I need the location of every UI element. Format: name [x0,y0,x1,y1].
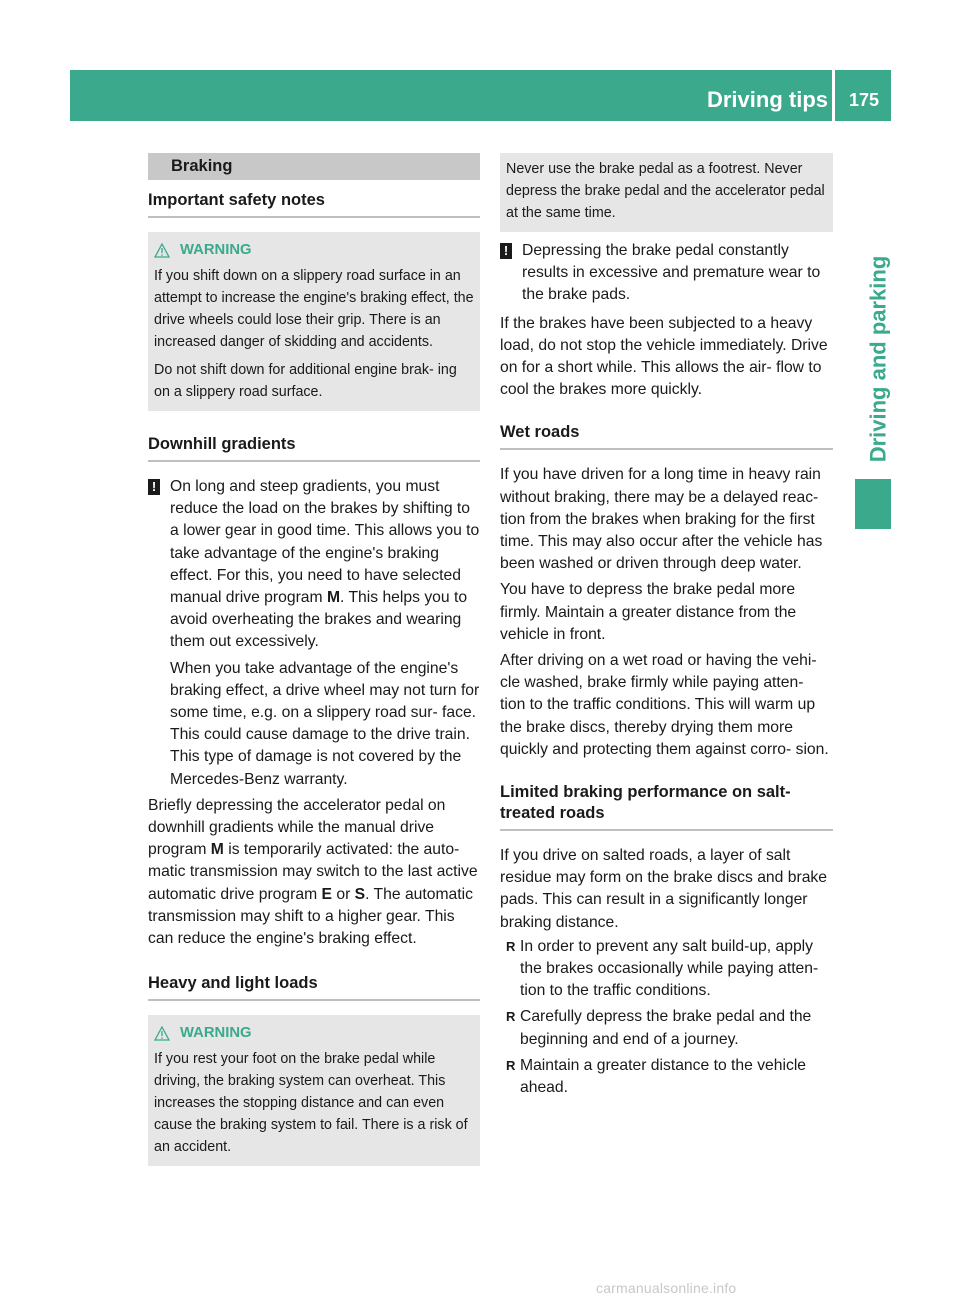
warning-text: Never use the brake pedal as a footrest. Never depress the brake pedal and the accelerator pedal at the same time. [506,161,825,221]
warning-triangle-icon [154,1026,170,1041]
note-text: On long and steep gradients, you must reduce the load on the brakes by shifting to a lower gear in good time. This allows you to take advantage of the engine's braking effect. For this, you need to have selected manual drive program M. This helps you to avoid overheating the brakes and wearing them out excessively. [170,478,480,651]
heading-salt-roads: Limited braking performance on salt- treated roads [500,782,833,831]
warning-box-continued [500,153,833,232]
warning-text: If you shift down on a slippery road surface in an attempt to increase the engine's braking effect, the drive wheels could lose their grip. There is an increased danger of skidding and accidents. [154,268,474,350]
chapter-side-tab-label: Driving and parking [865,255,890,463]
bullet-icon: R [506,1057,516,1073]
warning-box-shift-down [148,232,480,411]
page-number: 175 [848,90,880,110]
watermark: carmanualsonline.info [596,1280,737,1296]
warning-title [154,239,474,261]
chapter-side-tab [864,248,892,470]
header-divider [832,70,835,121]
paragraph-wet-3: After driving on a wet road or having the vehi- cle washed, brake firmly while paying atten- tion to the traffic conditions. This will warm up the brake discs, thereby drying them more quickly and protecting them against corro- sion. [500,652,829,758]
heading-important-safety-notes: Important safety notes [148,190,480,218]
warning-label: WARNING [180,242,252,258]
section-title: Braking [148,153,480,180]
note-text: When you take advantage of the engine's braking effect, a drive wheel may not turn for some time, e.g. on a slippery road sur- face. This could cause damage to the drive train. This type of damage is not covered by the Mercedes-Benz warranty. [170,659,480,788]
chapter-side-marker [855,479,891,529]
paragraph-wet-1: If you have driven for a long time in heavy rain without braking, there may be a delayed reac- tion from the brakes when braking for the first time. This may also occur after the vehicle has been washed or driven through deep water. [500,466,823,573]
note-brake-pads [500,240,833,307]
warning-title [154,1022,474,1044]
warning-box-brake-overheat [148,1015,480,1166]
warning-triangle-icon [154,243,170,258]
page-header-title: Driving tips [706,87,828,112]
bullet-icon: R [506,1009,516,1025]
paragraph-heavy-load: If the brakes have been subjected to a heavy load, do not stop the vehicle immediately. Drive on for a short while. This allows the air- flow to cool the brakes more quickly. [500,314,828,399]
bullet-icon: R [506,938,516,954]
paragraph-wet-2: You have to depress the brake pedal more firmly. Maintain a greater distance from the vehicle in front. [500,581,797,643]
heading-heavy-light-loads: Heavy and light loads [148,973,480,1001]
note-downhill [148,476,480,791]
right-column [500,153,833,1099]
paragraph-brief-accelerator: Briefly depressing the accelerator pedal on downhill gradients while the manual drive program M is temporarily activated: the auto- matic transmission may switch to the last active automatic drive program E or S. The automatic transmission may shift to a higher gear. This can reduce the engine's braking effect. [148,796,478,948]
paragraph-salt: If you drive on salted roads, a layer of salt residue may form on the brake discs and brake pads. This can result in a significantly longer braking distance. [500,847,827,931]
warning-text: If you rest your foot on the brake pedal while driving, the braking system can overheat. This increases the stopping distance and can even cause the braking system to fail. There is a risk of an accident. [154,1051,468,1156]
warning-label: WARNING [180,1025,252,1042]
left-column [148,153,480,1166]
heading-wet-roads: Wet roads [500,422,833,450]
list-item: R In order to prevent any salt build-up, apply the brakes occasionally while paying atten- tion to the traffic conditions. [506,937,819,1000]
exclamation-icon: ! [148,479,160,495]
note-text: Depressing the brake pedal constantly results in excessive and premature wear to the brake pads. [522,242,821,304]
warning-text: Do not shift down for additional engine brak- ing on a slippery road surface. [154,362,457,400]
list-item: R Carefully depress the brake pedal and the beginning and end of a journey. [506,1008,812,1048]
exclamation-icon: ! [500,243,512,259]
heading-downhill-gradients: Downhill gradients [148,434,480,462]
list-item: R Maintain a greater distance to the vehicle ahead. [506,1056,807,1097]
